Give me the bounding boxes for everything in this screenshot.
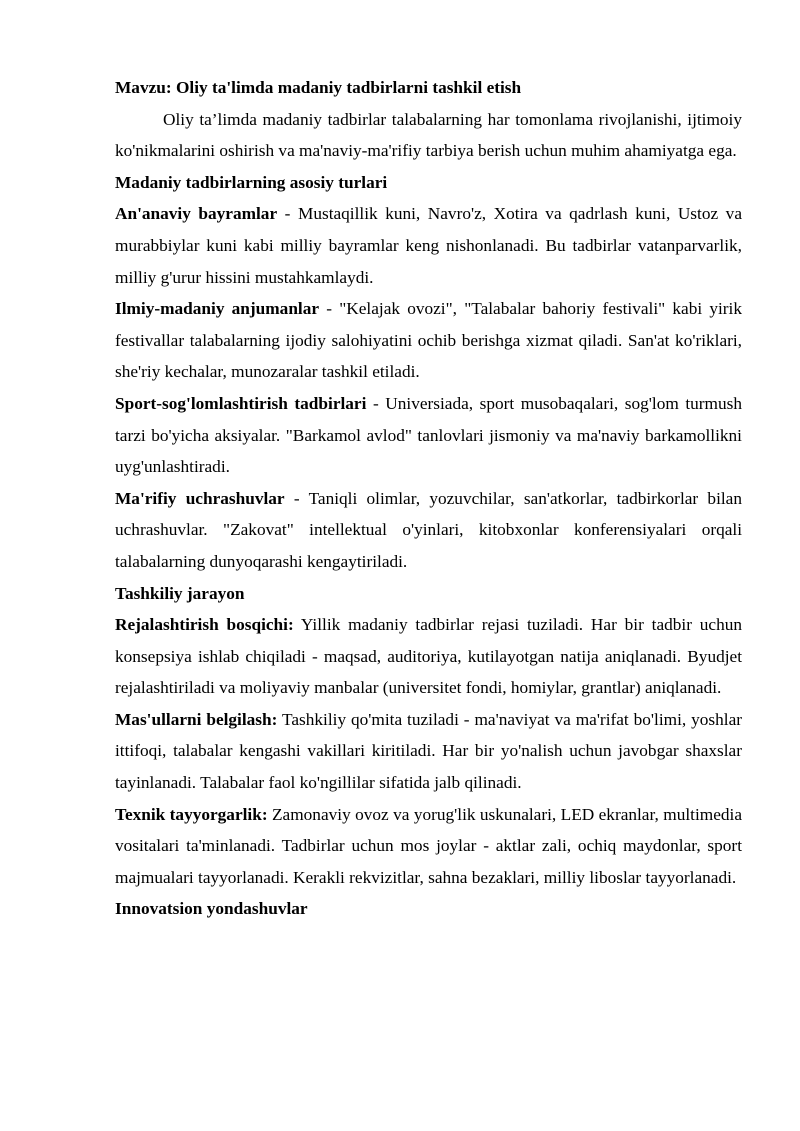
term-assigning-responsibles: Mas'ullarni belgilash: — [115, 709, 278, 729]
intro-paragraph: Oliy ta’limda madaniy tadbirlar talabalarning har tomonlama rivojlanishi, ijtimoiy ko'nikmalarini oshirish va ma'naviy-ma'rifiy tarbiya berish uchun muhim ahamiyatga ega. — [115, 109, 742, 161]
text-educational-meetings: - Taniqli olimlar, yozuvchilar, san'atkorlar, tadbirkorlar bilan uchrashuvlar. "Zakovat" intellektual o'yinlari, kitobxonlar konferensiyalari orqali talabalarning dunyoqarashi kengaytiriladi. — [115, 488, 742, 571]
document-page — [115, 72, 742, 925]
term-scientific-cultural-conferences: Ilmiy-madaniy anjumanlar — [115, 299, 320, 319]
paragraph-educational-meetings — [115, 483, 742, 578]
paragraph-sport-health-events — [115, 388, 742, 483]
section-heading-types: Madaniy tadbirlarning asosiy turlari — [115, 172, 388, 192]
paragraph-assigning-responsibles — [115, 704, 742, 799]
text-technical-preparation: Zamonaviy ovoz va yorug'lik uskunalari, LED ekranlar, multimedia vositalari ta'minlanadi. Tadbirlar uchun mos joylar - aktlar zali, ochiq maydonlar, sport majmualari tayyorlanadi. Kerakli rekvizitlar, sahna bezaklari, milliy liboslar tayyorlanadi. — [115, 804, 742, 887]
term-sport-health-events: Sport-sog'lomlashtirish tadbirlari — [115, 393, 367, 413]
text-traditional-holidays: - Mustaqillik kuni, Navro'z, Xotira va qadrlash kuni, Ustoz va murabbiylar kuni kabi milliy bayramlar keng nishonlanadi. Bu tadbirlar vatanparvarlik, milliy g'urur hissini mustahkamlaydi. — [115, 204, 742, 287]
term-technical-preparation: Texnik tayyorgarlik: — [115, 804, 268, 824]
section-heading-organizational-process: Tashkiliy jarayon — [115, 583, 245, 603]
section-heading-innovative-approaches: Innovatsion yondashuvlar — [115, 899, 308, 919]
term-educational-meetings: Ma'rifiy uchrashuvlar — [115, 488, 285, 508]
text-sport-health-events: - Universiada, sport musobaqalari, sog'lom turmush tarzi bo'yicha aksiyalar. "Barkamol avlod" tanlovlari jismoniy va ma'naviy barkamollikni uyg'unlashtiradi. — [115, 393, 743, 477]
paragraph-traditional-holidays — [115, 198, 742, 293]
text-planning-stage: Yillik madaniy tadbirlar rejasi tuziladi. Har bir tadbir uchun konsepsiya ishlab chiqiladi - maqsad, auditoriya, kutilayotgan natija aniqlanadi. Byudjet rejalashtiriladi va moliyaviy manbalar (universitet fondi, homiylar, grantlar) aniqlanadi. — [115, 615, 743, 698]
term-traditional-holidays: An'anaviy bayramlar — [115, 204, 278, 224]
text-assigning-responsibles: Tashkiliy qo'mita tuziladi - ma'naviyat va ma'rifat bo'limi, yoshlar ittifoqi, talabalar kengashi vakillari kiritiladi. Har bir yo'nalish uchun javobgar shaxslar tayinlanadi. Talabalar faol ko'ngillilar sifatida jalb qilinadi. — [115, 709, 742, 793]
text-scientific-cultural-conferences: - "Kelajak ovozi", "Talabalar bahoriy festivali" kabi yirik festivallar talabalarning ijodiy salohiyatini ochib berishga xizmat qiladi. San'at ko'riklari, she'riy kechalar, munozaralar tashkil etiladi. — [115, 299, 743, 382]
paragraph-planning-stage — [115, 609, 742, 704]
paragraph-scientific-cultural-conferences — [115, 293, 742, 388]
term-planning-stage: Rejalashtirish bosqichi: — [115, 615, 294, 635]
document-title: Mavzu: Oliy ta'limda madaniy tadbirlarni tashkil etish — [115, 78, 522, 97]
paragraph-technical-preparation — [115, 799, 742, 894]
